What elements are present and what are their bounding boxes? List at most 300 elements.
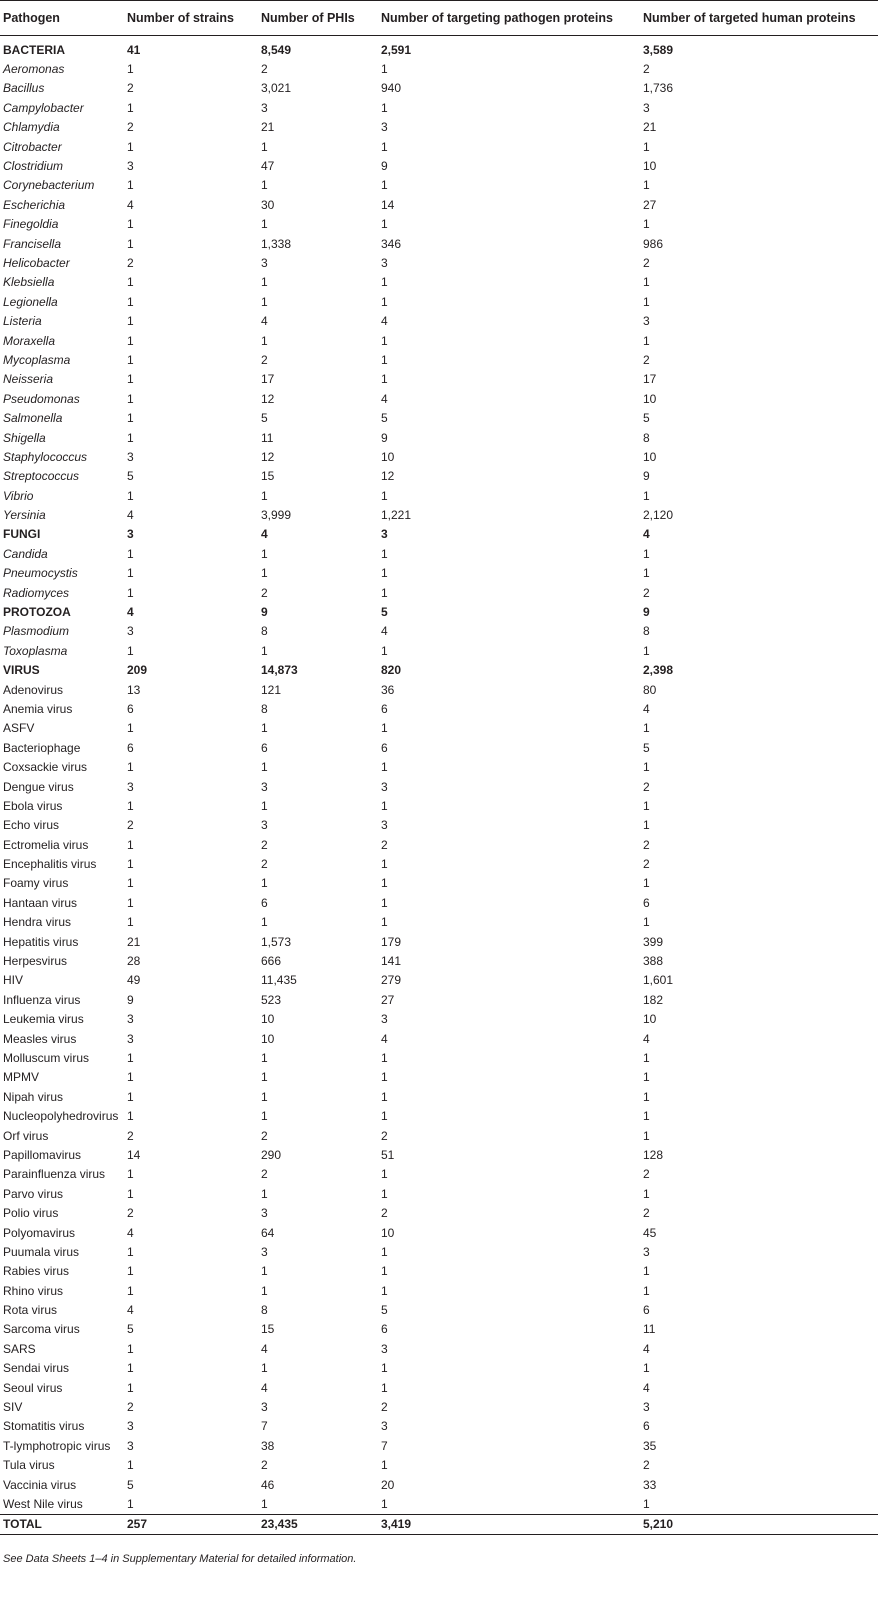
table-row xyxy=(0,932,878,951)
pathogen-proteins-cell: 12 xyxy=(381,469,395,484)
pathogen-cell: Salmonella xyxy=(3,411,63,426)
table-row xyxy=(0,971,878,990)
strains-cell: 1 xyxy=(127,1244,134,1259)
human-proteins-cell: 4 xyxy=(643,1380,650,1395)
human-proteins-cell: 1,601 xyxy=(643,973,674,988)
human-proteins-cell: 4 xyxy=(643,1031,650,1046)
phis-cell: 4 xyxy=(261,1341,268,1356)
human-proteins-cell: 2 xyxy=(643,1206,650,1221)
pathogen-proteins-cell: 1 xyxy=(381,333,388,348)
table-row xyxy=(0,1242,878,1261)
pathogen-proteins-cell: 1 xyxy=(381,798,388,813)
pathogen-proteins-cell: 4 xyxy=(381,624,388,639)
pathogen-proteins-cell: 1 xyxy=(381,1283,388,1298)
phis-cell: 2 xyxy=(261,585,268,600)
table-row xyxy=(0,311,878,330)
pathogen-cell: Corynebacterium xyxy=(3,178,95,193)
phis-cell: 8,549 xyxy=(261,42,292,57)
header-targeted-human-proteins: Number of targeted human proteins xyxy=(640,1,878,36)
table-row xyxy=(0,1087,878,1106)
phis-cell: 2 xyxy=(261,352,268,367)
phis-cell: 8 xyxy=(261,624,268,639)
strains-cell: 3 xyxy=(127,527,134,542)
strains-cell: 1 xyxy=(127,178,134,193)
phis-cell: 1 xyxy=(261,139,268,154)
pathogen-cell: Staphylococcus xyxy=(3,449,88,464)
table-row xyxy=(0,796,878,815)
pathogen-cell: Puumala virus xyxy=(3,1244,80,1259)
header-number-of-phis: Number of PHIs xyxy=(258,1,378,36)
pathogen-proteins-cell: 3 xyxy=(381,120,388,135)
table-row xyxy=(0,1417,878,1436)
human-proteins-cell: 3,589 xyxy=(643,42,674,57)
pathogen-proteins-cell: 4 xyxy=(381,1031,388,1046)
strains-cell: 1 xyxy=(127,411,134,426)
strains-cell: 1 xyxy=(127,798,134,813)
table-header xyxy=(0,1,878,36)
pathogen-proteins-cell: 1 xyxy=(381,566,388,581)
phis-cell: 3,999 xyxy=(261,508,292,523)
pathogen-proteins-cell: 141 xyxy=(381,954,402,969)
pathogen-cell: Finegoldia xyxy=(3,217,59,232)
phis-cell: 2 xyxy=(261,62,268,77)
pathogen-proteins-cell: 2 xyxy=(381,837,388,852)
pathogen-cell: Pneumocystis xyxy=(3,566,78,581)
human-proteins-cell: 1 xyxy=(643,178,650,193)
table-row xyxy=(0,544,878,563)
human-proteins-cell: 3 xyxy=(643,1400,650,1415)
phis-cell: 3 xyxy=(261,1206,268,1221)
pathogen-cell: MPMV xyxy=(3,1070,39,1085)
pathogen-cell: Vibrio xyxy=(3,488,34,503)
pathogen-proteins-cell: 27 xyxy=(381,992,395,1007)
table-row xyxy=(0,1436,878,1455)
pathogen-cell: Hantaan virus xyxy=(3,895,78,910)
pathogen-cell: Pseudomonas xyxy=(3,391,80,406)
strains-cell: 6 xyxy=(127,740,134,755)
phis-cell: 1 xyxy=(261,798,268,813)
pathogen-cell: PROTOZOA xyxy=(3,605,71,620)
phis-cell: 23,435 xyxy=(258,1514,378,1534)
human-proteins-cell: 3 xyxy=(643,314,650,329)
phis-cell: 1 xyxy=(261,217,268,232)
pathogen-proteins-cell: 1 xyxy=(381,857,388,872)
pathogen-cell: Influenza virus xyxy=(3,992,81,1007)
phis-cell: 1 xyxy=(261,915,268,930)
human-proteins-cell: 2 xyxy=(643,255,650,270)
pathogen-cell: Bacillus xyxy=(3,81,45,96)
strains-cell: 1 xyxy=(127,391,134,406)
pathogen-cell: Parvo virus xyxy=(3,1186,64,1201)
human-proteins-cell: 4 xyxy=(643,701,650,716)
human-proteins-cell: 1 xyxy=(643,1109,650,1124)
human-proteins-cell: 8 xyxy=(643,624,650,639)
human-proteins-cell: 10 xyxy=(643,159,657,174)
pathogen-proteins-cell: 1 xyxy=(381,178,388,193)
human-proteins-cell: 1 xyxy=(643,1128,650,1143)
table-row xyxy=(0,370,878,389)
human-proteins-cell: 1 xyxy=(643,275,650,290)
human-proteins-cell: 80 xyxy=(643,682,657,697)
pathogen-cell: Aeromonas xyxy=(3,62,65,77)
table-row xyxy=(0,215,878,234)
strains-cell: 4 xyxy=(127,1225,134,1240)
table-row xyxy=(0,1397,878,1416)
strains-cell: 2 xyxy=(127,120,134,135)
strains-cell: 1 xyxy=(127,895,134,910)
pathogen-proteins-cell: 1,221 xyxy=(381,508,412,523)
table-row xyxy=(0,1184,878,1203)
human-proteins-cell: 3 xyxy=(643,100,650,115)
pathogen-cell: Candida xyxy=(3,546,48,561)
human-proteins-cell: 1 xyxy=(643,546,650,561)
strains-cell: 1 xyxy=(127,1361,134,1376)
strains-cell: 13 xyxy=(127,682,141,697)
table-row xyxy=(0,486,878,505)
human-proteins-cell: 1,736 xyxy=(643,81,674,96)
pathogen-cell: Vaccinia virus xyxy=(3,1477,77,1492)
pathogen-proteins-cell: 1 xyxy=(381,1070,388,1085)
table-row xyxy=(0,1203,878,1222)
pathogen-cell: SIV xyxy=(3,1400,23,1415)
pathogen-cell: Anemia virus xyxy=(3,701,73,716)
pathogen-proteins-cell: 3 xyxy=(381,818,388,833)
strains-cell: 1 xyxy=(127,721,134,736)
table-row xyxy=(0,816,878,835)
human-proteins-cell: 1 xyxy=(643,217,650,232)
human-proteins-cell: 2,398 xyxy=(643,663,674,678)
phis-cell: 1 xyxy=(261,760,268,775)
strains-cell: 1 xyxy=(127,876,134,891)
pathogen-cell: Echo virus xyxy=(3,818,60,833)
pathogen-proteins-cell: 1 xyxy=(381,62,388,77)
pathogen-proteins-cell: 1 xyxy=(381,721,388,736)
phis-cell: 2 xyxy=(261,1458,268,1473)
table-row xyxy=(0,253,878,272)
phis-cell: 8 xyxy=(261,1303,268,1318)
pathogen-cell: Nucleopolyhedrovirus xyxy=(3,1109,119,1124)
phis-cell: 15 xyxy=(261,1322,275,1337)
table-row xyxy=(0,118,878,137)
human-proteins-cell: 45 xyxy=(643,1225,657,1240)
strains-cell: 1 xyxy=(127,139,134,154)
strains-cell: 28 xyxy=(127,954,141,969)
human-proteins-cell: 399 xyxy=(643,934,664,949)
pathogen-proteins-cell: 279 xyxy=(381,973,402,988)
pathogen-proteins-cell: 820 xyxy=(381,663,402,678)
table-row xyxy=(0,951,878,970)
pathogen-proteins-cell: 36 xyxy=(381,682,395,697)
header-row xyxy=(0,1,878,36)
human-proteins-cell: 1 xyxy=(643,1264,650,1279)
phis-cell: 4 xyxy=(261,314,268,329)
pathogen-cell: Escherichia xyxy=(3,197,66,212)
pathogen-proteins-cell: 1 xyxy=(381,1051,388,1065)
human-proteins-cell: 6 xyxy=(643,895,650,910)
human-proteins-cell: 3 xyxy=(643,1244,650,1259)
table-footnote: See Data Sheets 1–4 in Supplementary Material for detailed information. xyxy=(3,1553,357,1565)
human-proteins-cell: 1 xyxy=(643,1283,650,1298)
pathogen-proteins-cell: 3,419 xyxy=(378,1514,640,1534)
pathogen-cell: Adenovirus xyxy=(3,682,64,697)
strains-cell: 1 xyxy=(127,566,134,581)
human-proteins-cell: 1 xyxy=(643,915,650,930)
strains-cell: 3 xyxy=(127,1012,134,1027)
table-row xyxy=(0,505,878,524)
phis-cell: 2 xyxy=(261,837,268,852)
human-proteins-cell: 182 xyxy=(643,992,664,1007)
phis-cell: 7 xyxy=(261,1419,268,1434)
strains-cell: 1 xyxy=(127,1051,134,1065)
group-row xyxy=(0,661,878,680)
phis-cell: 9 xyxy=(261,605,268,620)
table-row xyxy=(0,59,878,78)
human-proteins-cell: 10 xyxy=(643,391,657,406)
table-row xyxy=(0,874,878,893)
human-proteins-cell: 388 xyxy=(643,954,664,969)
pathogen-proteins-cell: 3 xyxy=(381,779,388,794)
pathogen-cell: Bacteriophage xyxy=(3,740,81,755)
table-row xyxy=(0,292,878,311)
strains-cell: 2 xyxy=(127,1400,134,1415)
pathogen-proteins-cell: 1 xyxy=(381,1496,388,1511)
human-proteins-cell: 986 xyxy=(643,236,664,251)
human-proteins-cell: 1 xyxy=(643,798,650,813)
phis-cell: 1 xyxy=(261,546,268,561)
strains-cell: 1 xyxy=(127,760,134,775)
pathogen-cell: Ebola virus xyxy=(3,798,63,813)
table-row xyxy=(0,719,878,738)
table-row xyxy=(0,680,878,699)
phis-cell: 12 xyxy=(261,391,275,406)
table-row xyxy=(0,273,878,292)
table-row xyxy=(0,854,878,873)
phis-cell: 1 xyxy=(261,566,268,581)
strains-cell: 1 xyxy=(127,333,134,348)
phis-cell: 1 xyxy=(261,643,268,658)
strains-cell: 2 xyxy=(127,818,134,833)
group-row xyxy=(0,525,878,544)
phis-cell: 1,573 xyxy=(261,934,292,949)
pathogen-cell: Toxoplasma xyxy=(3,643,68,658)
pathogen-cell: ASFV xyxy=(3,721,35,736)
pathogen-cell: Yersinia xyxy=(3,508,46,523)
strains-cell: 1 xyxy=(127,1283,134,1298)
pathogen-cell: Radiomyces xyxy=(3,585,70,600)
pathogen-proteins-cell: 3 xyxy=(381,255,388,270)
table-row xyxy=(0,777,878,796)
table-row xyxy=(0,1320,878,1339)
strains-cell: 1 xyxy=(127,546,134,561)
strains-cell: 1 xyxy=(127,217,134,232)
pathogen-proteins-cell: 1 xyxy=(381,585,388,600)
strains-cell: 209 xyxy=(127,663,148,678)
phis-cell: 4 xyxy=(261,527,268,542)
pathogen-cell: Sendai virus xyxy=(3,1361,70,1376)
phis-cell: 17 xyxy=(261,372,275,387)
pathogen-cell: Chlamydia xyxy=(3,120,60,135)
pathogen-cell: Clostridium xyxy=(3,159,64,174)
pathogen-cell: Listeria xyxy=(3,314,42,329)
pathogen-proteins-cell: 1 xyxy=(381,895,388,910)
table-row xyxy=(0,699,878,718)
pathogen-proteins-cell: 2 xyxy=(381,1400,388,1415)
strains-cell: 1 xyxy=(127,314,134,329)
pathogen-proteins-cell: 2,591 xyxy=(381,42,412,57)
phis-cell: 14,873 xyxy=(261,663,298,678)
pathogen-proteins-cell: 9 xyxy=(381,159,388,174)
table-row xyxy=(0,835,878,854)
human-proteins-cell: 2 xyxy=(643,352,650,367)
phis-cell: 3 xyxy=(261,255,268,270)
header-targeting-pathogen-proteins: Number of targeting pathogen proteins xyxy=(378,1,640,36)
human-proteins-cell: 2 xyxy=(643,62,650,77)
strains-cell: 3 xyxy=(127,1438,134,1453)
table-row xyxy=(0,1456,878,1475)
strains-cell: 1 xyxy=(127,1341,134,1356)
table-row xyxy=(0,1068,878,1087)
pathogen-proteins-cell: 1 xyxy=(381,760,388,775)
group-row xyxy=(0,36,878,60)
pathogen-cell: Sarcoma virus xyxy=(3,1322,80,1337)
pathogen-cell: Rota virus xyxy=(3,1303,58,1318)
strains-cell: 1 xyxy=(127,275,134,290)
strains-cell: 41 xyxy=(127,42,141,57)
human-proteins-cell: 1 xyxy=(643,333,650,348)
table-row xyxy=(0,447,878,466)
table-row xyxy=(0,583,878,602)
phis-cell: 1 xyxy=(261,1496,268,1511)
table-row xyxy=(0,1300,878,1319)
table-row xyxy=(0,1048,878,1067)
pathogen-proteins-cell: 51 xyxy=(381,1147,395,1162)
pathogen-proteins-cell: 1 xyxy=(381,643,388,658)
pathogen-cell: T-lymphotropic virus xyxy=(3,1438,111,1453)
strains-cell: 1 xyxy=(127,837,134,852)
human-proteins-cell: 1 xyxy=(643,1051,650,1065)
phis-cell: 1 xyxy=(261,333,268,348)
pathogen-cell: BACTERIA xyxy=(3,42,65,57)
strains-cell: 2 xyxy=(127,255,134,270)
phis-cell: 4 xyxy=(261,1380,268,1395)
strains-cell: 3 xyxy=(127,1031,134,1046)
phis-cell: 47 xyxy=(261,159,275,174)
total-row xyxy=(0,1514,878,1534)
phis-cell: 3 xyxy=(261,779,268,794)
human-proteins-cell: 1 xyxy=(643,488,650,503)
strains-cell: 2 xyxy=(127,1206,134,1221)
table-row xyxy=(0,1106,878,1125)
human-proteins-cell: 128 xyxy=(643,1147,664,1162)
human-proteins-cell: 2,120 xyxy=(643,508,674,523)
pathogen-proteins-cell: 5 xyxy=(381,1303,388,1318)
human-proteins-cell: 1 xyxy=(643,1361,650,1376)
pathogen-proteins-cell: 940 xyxy=(381,81,402,96)
strains-cell: 1 xyxy=(127,1089,134,1104)
pathogen-proteins-cell: 3 xyxy=(381,527,388,542)
phis-cell: 1,338 xyxy=(261,236,292,251)
strains-cell: 3 xyxy=(127,159,134,174)
table-row xyxy=(0,1494,878,1514)
pathogen-cell: West Nile virus xyxy=(3,1496,83,1511)
human-proteins-cell: 2 xyxy=(643,1167,650,1182)
strains-cell: 1 xyxy=(127,430,134,445)
table-row xyxy=(0,79,878,98)
pathogen-cell: Helicobacter xyxy=(3,255,70,270)
phis-cell: 523 xyxy=(261,992,282,1007)
pathogen-proteins-cell: 20 xyxy=(381,1477,395,1492)
human-proteins-cell: 6 xyxy=(643,1303,650,1318)
pathogen-cell: Neisseria xyxy=(3,372,54,387)
pathogen-proteins-cell: 1 xyxy=(381,1167,388,1182)
human-proteins-cell: 1 xyxy=(643,876,650,891)
phis-cell: 1 xyxy=(261,1051,268,1065)
table-row xyxy=(0,98,878,117)
group-row xyxy=(0,602,878,621)
phis-cell: 1 xyxy=(261,1186,268,1201)
pathogen-proteins-cell: 6 xyxy=(381,701,388,716)
pathogen-proteins-cell: 1 xyxy=(381,1458,388,1473)
phis-cell: 46 xyxy=(261,1477,275,1492)
strains-cell: 1 xyxy=(127,915,134,930)
human-proteins-cell: 33 xyxy=(643,1477,657,1492)
strains-cell: 1 xyxy=(127,62,134,77)
table-row xyxy=(0,893,878,912)
strains-cell: 1 xyxy=(127,1186,134,1201)
human-proteins-cell: 2 xyxy=(643,837,650,852)
strains-cell: 1 xyxy=(127,1264,134,1279)
phis-cell: 3 xyxy=(261,1244,268,1259)
pathogen-cell: TOTAL xyxy=(0,1514,124,1534)
human-proteins-cell: 1 xyxy=(643,294,650,309)
phis-cell: 290 xyxy=(261,1147,282,1162)
table-row xyxy=(0,1126,878,1145)
pathogen-proteins-cell: 14 xyxy=(381,197,395,212)
pathogen-proteins-cell: 1 xyxy=(381,1109,388,1124)
strains-cell: 1 xyxy=(127,372,134,387)
human-proteins-cell: 5,210 xyxy=(640,1514,878,1534)
pathogen-cell: FUNGI xyxy=(3,527,41,542)
pathogen-proteins-cell: 1 xyxy=(381,1380,388,1395)
pathogen-proteins-cell: 10 xyxy=(381,1225,395,1240)
human-proteins-cell: 9 xyxy=(643,605,650,620)
pathogen-cell: Campylobacter xyxy=(3,100,84,115)
phis-cell: 10 xyxy=(261,1012,275,1027)
human-proteins-cell: 1 xyxy=(643,566,650,581)
pathogen-cell: Leukemia virus xyxy=(3,1012,84,1027)
phis-cell: 1 xyxy=(261,1264,268,1279)
human-proteins-cell: 2 xyxy=(643,857,650,872)
pathogen-proteins-cell: 3 xyxy=(381,1012,388,1027)
pathogen-cell: Rabies virus xyxy=(3,1264,70,1279)
pathogen-cell: Plasmodium xyxy=(3,624,70,639)
strains-cell: 1 xyxy=(127,352,134,367)
phis-cell: 666 xyxy=(261,954,282,969)
human-proteins-cell: 11 xyxy=(643,1322,656,1337)
strains-cell: 1 xyxy=(127,585,134,600)
pathogen-proteins-cell: 1 xyxy=(381,488,388,503)
human-proteins-cell: 1 xyxy=(643,643,650,658)
pathogen-proteins-cell: 1 xyxy=(381,372,388,387)
pathogen-cell: Parainfluenza virus xyxy=(3,1167,106,1182)
pathogen-proteins-cell: 3 xyxy=(381,1341,388,1356)
strains-cell: 5 xyxy=(127,469,134,484)
table-row xyxy=(0,156,878,175)
pathogen-proteins-cell: 3 xyxy=(381,1419,388,1434)
pathogen-proteins-cell: 2 xyxy=(381,1206,388,1221)
phis-cell: 6 xyxy=(261,740,268,755)
table-row xyxy=(0,389,878,408)
